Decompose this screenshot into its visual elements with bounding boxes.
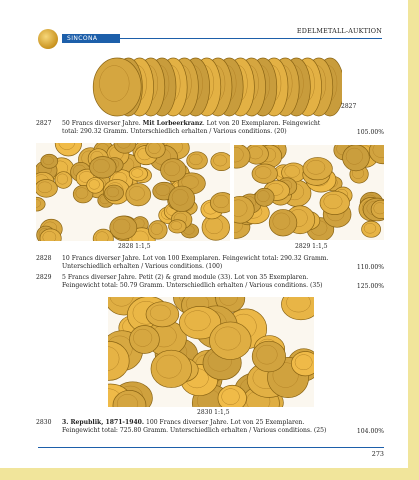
coin-pile-image: [36, 143, 230, 241]
coin-row-image: [80, 55, 342, 119]
header-rule: [120, 38, 382, 39]
lot-2828-caption: 2828 1:1,5: [118, 243, 151, 250]
coin-pile-image: [108, 297, 314, 407]
coin-pile-image: [234, 145, 384, 240]
lot-description: 5 Francs diverser Jahre. Petit (2) & grand module (33). Lot von 35 Exemplaren. Feingewicht total: 50.79 Gramm. Unterschiedlich erhalten / Various conditions. (35): [62, 274, 323, 290]
lot-2828: [36, 255, 384, 272]
lot-number: 2829: [36, 274, 52, 281]
lot-2827-caption: 2827: [341, 103, 357, 110]
lot-2830: [36, 419, 384, 436]
lot-description: 50 Francs diverser Jahre. Mit Lorbeerkranz. Lot von 20 Exemplaren. Feingewicht total: 290.32 Gramm. Unterschiedlich erhalten / Various conditions. (20): [62, 120, 321, 136]
page-edge-bottom: [0, 468, 419, 480]
page-edge-right: [408, 0, 419, 480]
lot-result: 110.00%: [356, 263, 384, 271]
lot-result: 104.00%: [356, 427, 384, 435]
lot-2829-photo: [234, 145, 384, 240]
brand-label: SINCONA: [62, 34, 120, 43]
coin-logo-icon: [38, 29, 58, 49]
lot-2829-caption: 2829 1:1,5: [295, 243, 328, 250]
lot-result: 125.00%: [356, 282, 384, 290]
lot-description: 10 Francs diverser Jahre. Lot von 100 Exemplaren. Feingewicht total: 290.32 Gramm. Unterschiedlich erhalten / Various conditions. (100): [62, 255, 329, 271]
lot-description: 3. Republik, 1871-1940. 100 Francs diverser Jahre. Lot von 25 Exemplaren. Feingewicht total: 725.80 Gramm. Unterschiedlich erhalten / Various conditions. (25): [62, 419, 327, 435]
lot-number: 2828: [36, 255, 52, 262]
lot-2827-photo: [80, 55, 342, 119]
lot-2830-caption: 2830 1:1,5: [197, 409, 230, 416]
lot-2828-photo: [36, 143, 230, 241]
footer-rule: [38, 447, 384, 448]
lot-2827: [36, 120, 384, 137]
lot-number: 2830: [36, 419, 52, 426]
page-number: 273: [371, 450, 384, 458]
lot-2830-photo: [108, 297, 314, 407]
lot-result: 105.00%: [356, 128, 384, 136]
page-title: EDELMETALL-AUKTION: [296, 27, 382, 35]
lot-2829: [36, 274, 384, 291]
lot-number: 2827: [36, 120, 52, 127]
